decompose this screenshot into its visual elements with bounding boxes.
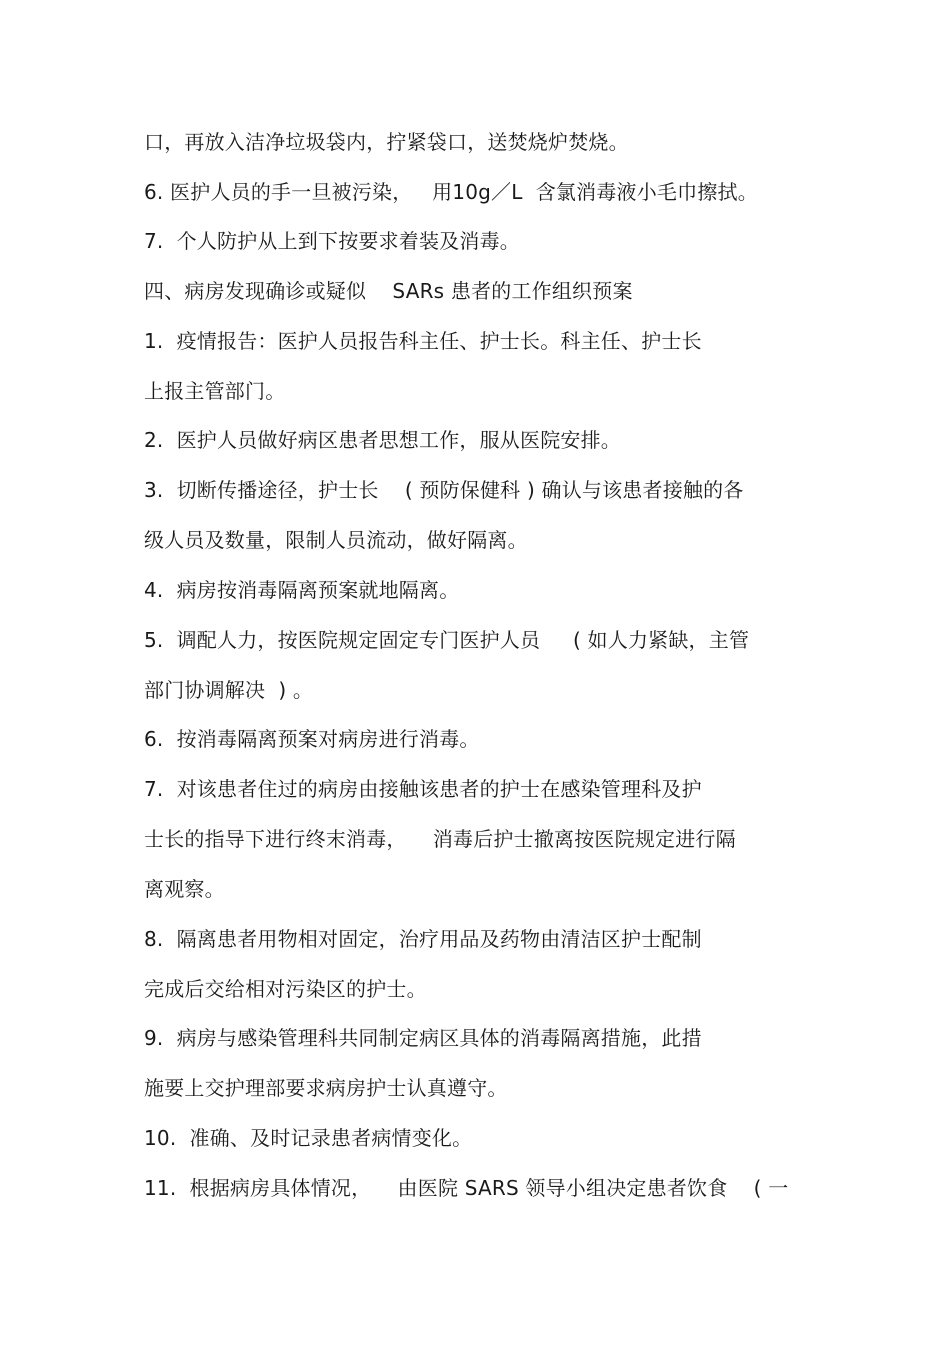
text-line-14: 7. 对该患者住过的病房由接触该患者的护士在感染管理科及护	[144, 777, 702, 801]
text-line-2: 6. 医护人员的手一旦被污染， 用10g／L 含氯消毒液小毛巾擦拭。	[144, 180, 758, 204]
text-line-10: 4. 病房按消毒隔离预案就地隔离。	[144, 578, 460, 602]
text-line-7: 2. 医护人员做好病区患者思想工作，服从医院安排。	[144, 428, 621, 452]
text-line-15: 士长的指导下进行终末消毒， 消毒后护士撤离按医院规定进行隔	[144, 827, 736, 851]
text-line-19: 9. 病房与感染管理科共同制定病区具体的消毒隔离措施，此措	[144, 1026, 702, 1050]
text-line-8: 3. 切断传播途径，护士长 ( 预防保健科 ) 确认与该患者接触的各	[144, 478, 744, 502]
text-line-18: 完成后交给相对污染区的护士。	[144, 977, 427, 1001]
text-line-16: 离观察。	[144, 877, 225, 901]
text-line-11: 5. 调配人力，按医院规定固定专门医护人员 ( 如人力紧缺，主管	[144, 628, 750, 652]
text-line-3: 7. 个人防护从上到下按要求着装及消毒。	[144, 229, 520, 253]
text-line-9: 级人员及数量，限制人员流动，做好隔离。	[144, 528, 528, 552]
text-line-1: 口，再放入洁净垃圾袋内，拧紧袋口，送焚烧炉焚烧。	[144, 130, 629, 154]
text-line-22: 11. 根据病房具体情况， 由医院 SARS 领导小组决定患者饮食 ( 一	[144, 1176, 789, 1200]
text-line-13: 6. 按消毒隔离预案对病房进行消毒。	[144, 727, 480, 751]
text-line-17: 8. 隔离患者用物相对固定，治疗用品及药物由清洁区护士配制	[144, 927, 702, 951]
text-line-20: 施要上交护理部要求病房护士认真遵守。	[144, 1076, 508, 1100]
text-line-12: 部门协调解决 ) 。	[144, 678, 314, 702]
section-heading: 四、病房发现确诊或疑似 SARs 患者的工作组织预案	[144, 279, 633, 303]
text-line-21: 10. 准确、及时记录患者病情变化。	[144, 1126, 473, 1150]
text-line-5: 1. 疫情报告：医护人员报告科主任、护士长。科主任、护士长	[144, 329, 702, 353]
text-line-6: 上报主管部门。	[144, 379, 286, 403]
